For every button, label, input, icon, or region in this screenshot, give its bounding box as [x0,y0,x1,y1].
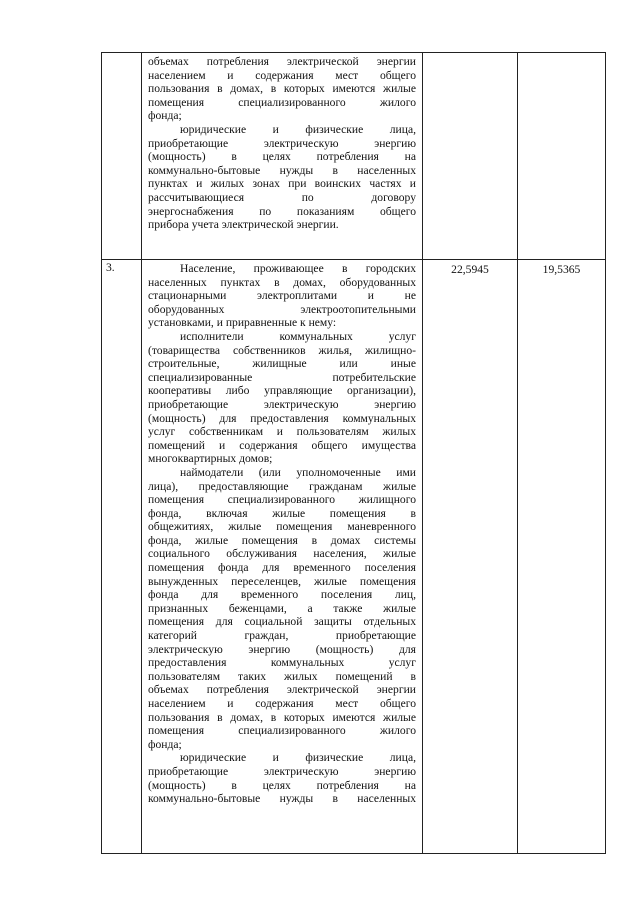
tariff-value-1-cell [423,53,518,260]
text-line: вынужденных переселенцев, жилые помещения [148,574,416,588]
text-line: услуг собственникам и пользователям жилых [148,425,416,439]
text-line: оборудованных электроотопительными [148,302,416,316]
text-line: фонда, жилые помещения в домах системы [148,533,416,547]
text-line: фонда; [148,109,182,123]
text-line: рассчитывающиеся по договору [148,190,416,204]
text-line: стационарными электроплитами и не [148,289,416,303]
text-line: фонда, включая жилые помещения в [148,506,416,520]
text-line: фонда для временного поселения лиц, [148,588,416,602]
text-line: объемах потребления электрической энергии [148,55,416,68]
text-line: приобретающие электрическую энергию [148,397,416,411]
text-line: общежитиях, жилые помещения маневренного [148,520,416,534]
text-line: (мощность) в целях потребления на [148,778,416,792]
text-line: (мощность) в целях потребления на [148,150,416,164]
text-line: строительные, жилищные или иные [148,357,416,371]
text-line: населением и содержания мест общего [148,697,416,710]
text-line: пунктах и жилых зонах при воинских частях и [148,177,416,191]
text-line: помещения специализированного жилого [148,724,416,738]
text-line: помещений и содержания общего имущества [148,438,416,452]
text-line: пользователям таких жилых помещений в [148,669,416,683]
text-line: пользования в домах, в которых имеются жилые [148,82,416,96]
text-line: лица), предоставляющие гражданам жилые [148,479,416,493]
text-line: предоставления коммунальных услуг [148,656,416,670]
row-number-cell: 3. [102,260,142,854]
text-line: помещения фонда для временного поселения [148,561,416,575]
text-line: юридические и физические лица, [180,122,416,136]
table-row-continuation [102,53,606,260]
text-line: установками, и приравненные к нему: [148,316,337,330]
description-lines [148,262,416,806]
text-line: признанных беженцами, а также жилые [148,601,416,615]
tariff-table [101,52,606,854]
text-line: населением и содержания мест общего [148,68,416,82]
text-line: коммунально-бытовые нужды в населенных [148,792,416,806]
text-line: приобретающие электрическую энергию [148,136,416,150]
text-line: юридические и физические лица, [180,751,416,765]
tariff-value-1-cell: 22,5945 [423,260,518,854]
text-line: (мощность) для предоставления коммунальных [148,411,416,425]
table-row-3 [102,260,606,854]
text-line: помещения для социальной защиты отдельных [148,615,416,629]
text-line: специализированные потребительские [148,370,416,384]
text-line: Население, проживающее в городских [180,262,416,275]
text-line: наймодатели (или уполномоченные ими [180,465,416,479]
text-line: (товарищества собственников жилья, жилищно- [148,343,416,357]
text-line: пользования в домах, в которых имеются жилые [148,710,416,724]
text-line: исполнители коммунальных услуг [180,329,416,343]
text-line: объемах потребления электрической энергии [148,683,416,697]
text-line: кооперативы либо управляющие организации), [148,384,416,398]
row-number-cell [102,53,142,260]
text-line: помещения специализированного жилого [148,95,416,109]
tariff-value-2-cell: 19,5365 [518,260,606,854]
consumer-description-cell [142,53,423,260]
text-line: фонда; [148,737,182,751]
text-line: энергоснабжения по показаниям общего [148,204,416,218]
description-lines [148,55,416,232]
text-line: коммунально-бытовые нужды в населенных [148,163,416,177]
consumer-description-cell [142,260,423,854]
text-line: многоквартирных домов; [148,452,273,466]
text-line: электрическую энергию (мощность) для [148,642,416,656]
text-line: населенных пунктах в домах, оборудованных [148,275,416,289]
text-line: прибора учета электрической энергии. [148,218,339,232]
text-line: категорий граждан, приобретающие [148,629,416,643]
text-line: приобретающие электрическую энергию [148,764,416,778]
tariff-value-2-cell [518,53,606,260]
text-line: помещения специализированного жилищного [148,493,416,507]
text-line: социального обслуживания населения, жилые [148,547,416,561]
